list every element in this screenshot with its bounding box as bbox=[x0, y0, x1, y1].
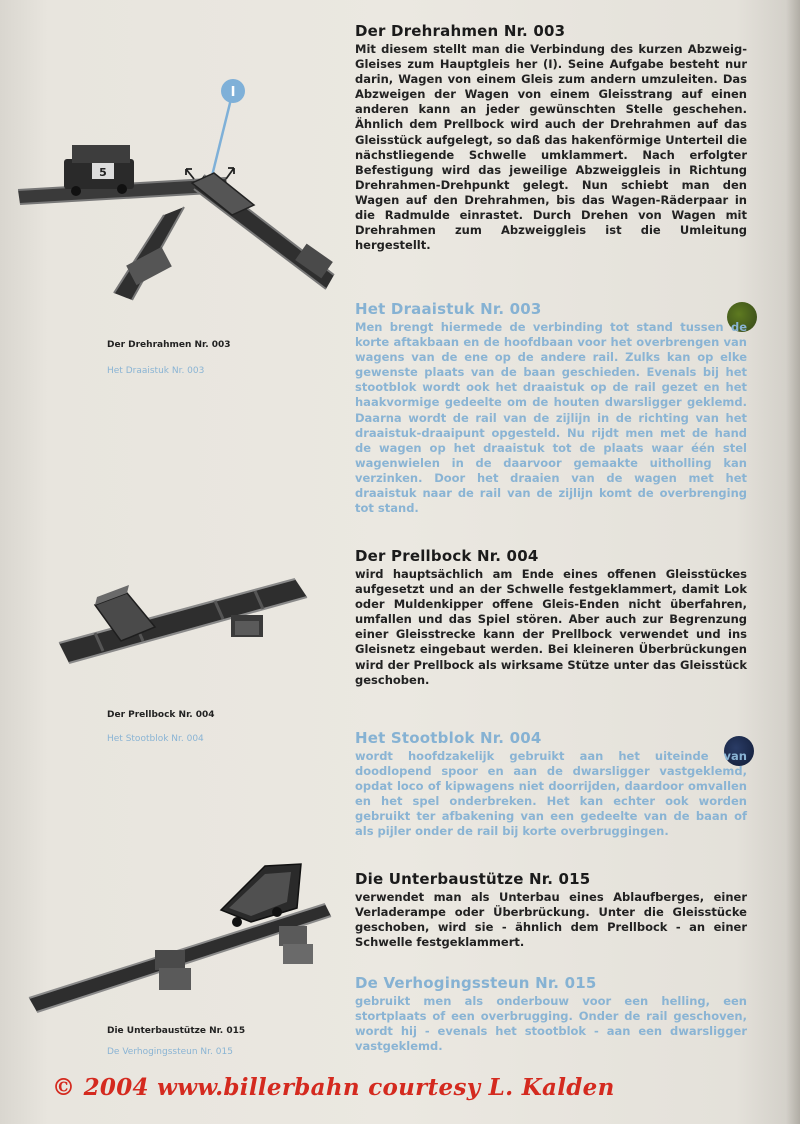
stootblok-text: wordt hoofdzakelijk gebruikt aan het uiteinde van doodlopend spoor en aan de dwarsligger vastgeklemd, opdat loco of kipwagens niet doorrijden, daardoor omvallen en het spel onderbreken. Het kan echter ook worden gebruikt ter afbakening van een gedeelte van de baan of als pijler onder de rail bij korte overbruggingen. bbox=[355, 749, 747, 839]
callout-label: I bbox=[230, 85, 236, 100]
caption-unterbaustuetze-de: Die Unterbaustütze Nr. 015 bbox=[107, 1026, 246, 1036]
section-unterbaustuetze-de bbox=[355, 870, 747, 950]
draaistuk-text: Men brengt hiermede de verbinding tot stand tussen de korte aftakbaan en de hoofdbaan voor het overbrengen van wagens van de ene op de andere rail. Zulks kan op elke gewenste plaats van de baan geschieden. Evenals bij het stootblok wordt ook het draaistuk op de rail gezet en het haakvormige gedeelte om de houten dwarsligger geklemd. Daarna wordt de rail van de zijlijn in de richting van het draaistuk-draaipunt opgesteld. Nu rijdt men met de hand de wagen op het draaistuk tot de plaats waar één stel wagenwielen in de daarvoor gemaakte uitholling kan verzinken. Door het draaien van de wagen met het draaistuk naar de rail van de zijlijn komt de overbrenging tot stand. bbox=[355, 320, 747, 516]
unterbaustuetze-illustration bbox=[25, 858, 335, 1018]
copyright-footer: © 2004 www.billerbahn courtesy L. Kalden bbox=[52, 1074, 615, 1101]
verhogingssteun-title: De Verhogingssteun Nr. 015 bbox=[355, 974, 597, 992]
caption-drehrahmen-de: Der Drehrahmen Nr. 003 bbox=[107, 340, 231, 350]
drehrahmen-title: Der Drehrahmen Nr. 003 bbox=[355, 22, 566, 40]
caption-prellbock-de: Der Prellbock Nr. 004 bbox=[107, 710, 215, 720]
verhogingssteun-text: gebruikt men als onderbouw voor een helling, een stortplaats of een overbrugging. Onder de rail geschoven, wordt hij - evenals het stootblok - aan een dwarsligger vastgeklemd. bbox=[355, 994, 747, 1054]
section-verhogingssteun-nl bbox=[355, 974, 747, 1054]
prellbock-title: Der Prellbock Nr. 004 bbox=[355, 547, 539, 565]
caption-stootblok-nl: Het Stootblok Nr. 004 bbox=[107, 734, 204, 744]
section-drehrahmen-de bbox=[355, 22, 747, 253]
prellbock-text: wird hauptsächlich am Ende eines offenen Gleisstückes aufgesetzt und an der Schwelle festgeklammert, damit Lok oder Muldenkipper offene Gleis-Enden nicht überfahren, umfallen und das Spiel stören. Aber auch zur Begrenzung einer Gleisstrecke kann der Prellbock verwendet und ins Gleisnetz eingebaut werden. Bei kleineren Überbrückungen wird der Prellbock als wirksame Stütze unter das Gleisstück geschoben. bbox=[355, 567, 747, 687]
stootblok-title: Het Stootblok Nr. 004 bbox=[355, 729, 542, 747]
caption-verhogingssteun-nl: De Verhogingssteun Nr. 015 bbox=[107, 1047, 233, 1057]
drehrahmen-illustration bbox=[14, 75, 344, 305]
page-edge-shadow bbox=[786, 0, 800, 1124]
unterbaustuetze-text: verwendet man als Unterbau eines Ablaufberges, einer Verladerampe oder Überbrückung. Unter die Gleisstücke geschoben, wird sie - ähnlich dem Prellbock - an einer Schwelle festgeklammert. bbox=[355, 890, 747, 950]
draaistuk-title: Het Draaistuk Nr. 003 bbox=[355, 300, 542, 318]
unterbaustuetze-title: Die Unterbaustütze Nr. 015 bbox=[355, 870, 591, 888]
drehrahmen-text: Mit diesem stellt man die Verbindung des kurzen Abzweig-Gleises zum Hauptgleis her (I). Seine Aufgabe besteht nur darin, Wagen von einem Gleis zum andern umzuleiten. Das Abzweigen der Wagen von einem Gleisstrang auf einen anderen kann an jeder gewünschten Stelle geschehen. Ähnlich dem Prellbock wird auch der Drehrahmen auf das Gleisstück aufgelegt, so daß das hakenförmige Unterteil die nächstliegende Schwelle umklammert. Nach erfolgter Befestigung wird das jeweilige Abzweiggleis in Richtung Drehrahmen-Drehpunkt gelegt. Nun schiebt man den Wagen auf den Drehrahmen, bis das Wagen-Räderpaar in die Radmulde einrastet. Durch Drehen von Wagen mit Drehrahmen zum Abzweiggleis ist die Umleitung hergestellt. bbox=[355, 42, 747, 253]
wagon-number: 5 bbox=[99, 166, 107, 179]
caption-draaistuk-nl: Het Draaistuk Nr. 003 bbox=[107, 366, 205, 376]
section-prellbock-de bbox=[355, 547, 747, 688]
section-stootblok-nl bbox=[355, 729, 747, 840]
section-draaistuk-nl bbox=[355, 300, 747, 516]
prellbock-illustration bbox=[55, 565, 310, 675]
